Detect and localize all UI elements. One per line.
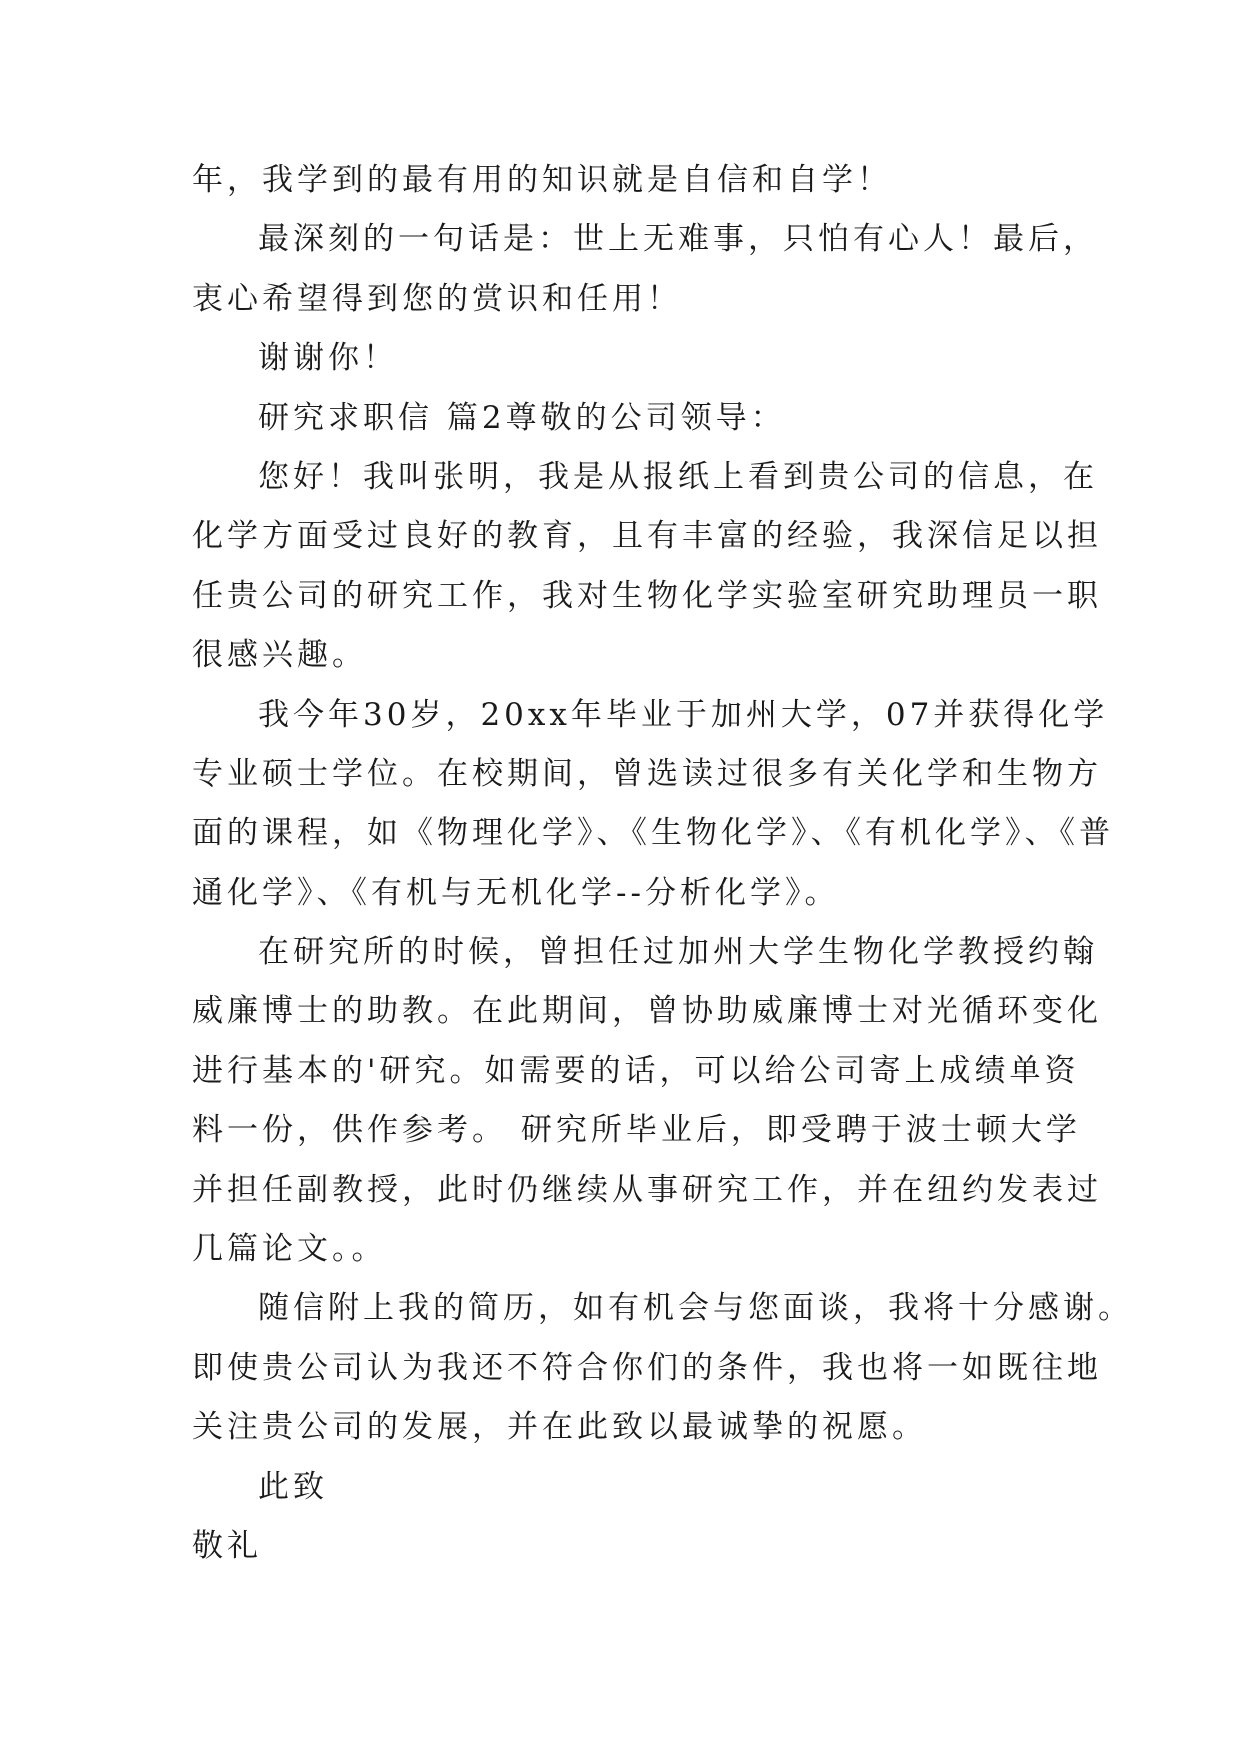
text-line: 很感兴趣。 — [192, 637, 367, 674]
text-line: 您好！我叫张明，我是从报纸上看到贵公司的信息，在 — [258, 458, 1098, 495]
text-line: 化学方面受过良好的教育，且有丰富的经验，我深信足以担 — [192, 518, 1102, 555]
text-line: 在研究所的时候，曾担任过加州大学生物化学教授约翰 — [258, 934, 1098, 971]
text-line: 随信附上我的简历，如有机会与您面谈，我将十分感谢。 — [258, 1290, 1133, 1327]
letter-body — [192, 151, 1133, 1576]
text-line: 谢谢你！ — [258, 340, 398, 377]
text-line: 我今年30岁，20xx年毕业于加州大学，07并获得化学 — [258, 696, 1109, 733]
text-line: 衷心希望得到您的赏识和任用！ — [192, 280, 682, 317]
text-line: 并担任副教授，此时仍继续从事研究工作，并在纽约发表过 — [192, 1171, 1102, 1208]
text-line: 通化学》、《有机与无机化学--分析化学》。 — [192, 874, 840, 911]
text-line: 专业硕士学位。在校期间，曾选读过很多有关化学和生物方 — [192, 755, 1102, 792]
text-line: 面的课程，如《物理化学》、《生物化学》、《有机化学》、《普 — [192, 815, 1114, 852]
text-line: 年，我学到的最有用的知识就是自信和自学！ — [192, 162, 892, 198]
text-line: 任贵公司的研究工作，我对生物化学实验室研究助理员一职 — [192, 577, 1102, 614]
text-line: 料一份，供作参考。 研究所毕业后，即受聘于波士顿大学 — [192, 1112, 1081, 1149]
salutation-line: 敬礼 — [192, 1527, 262, 1564]
text-line: 进行基本的'研究。如需要的话，可以给公司寄上成绩单资 — [192, 1052, 1080, 1089]
text-line: 即使贵公司认为我还不符合你们的条件，我也将一如既往地 — [192, 1349, 1102, 1386]
closing-line: 此致 — [258, 1468, 328, 1505]
section-heading-line: 研究求职信 篇2尊敬的公司领导： — [258, 399, 786, 436]
text-line: 几篇论文。。 — [192, 1231, 387, 1268]
text-line: 关注贵公司的发展，并在此致以最诚挚的祝愿。 — [192, 1409, 927, 1446]
text-line: 最深刻的一句话是：世上无难事，只怕有心人！最后， — [258, 221, 1098, 258]
text-line: 威廉博士的助教。在此期间，曾协助威廉博士对光循环变化 — [192, 993, 1102, 1030]
